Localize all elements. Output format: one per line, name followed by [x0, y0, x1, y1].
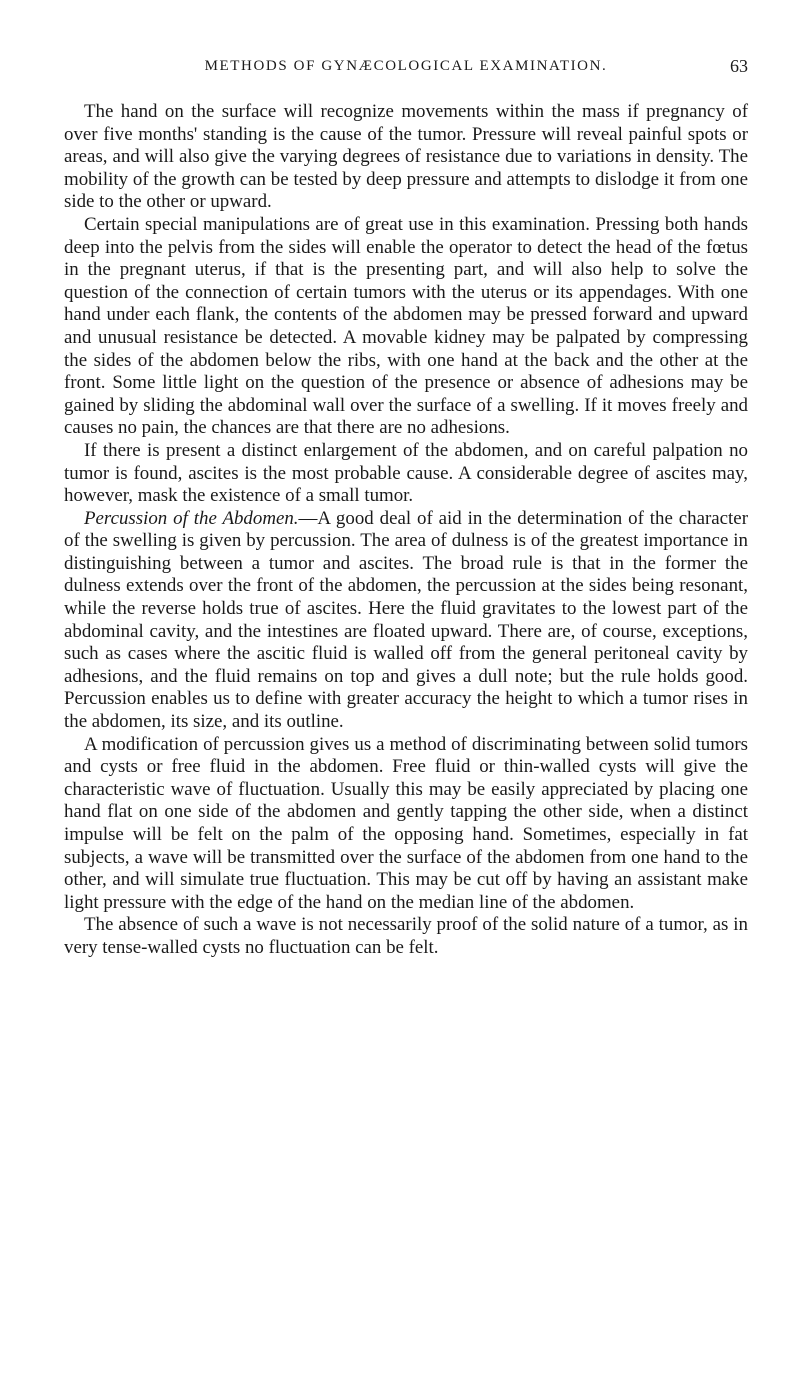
paragraph: If there is present a distinct enlargement of the abdomen, and on careful palpation no tumor is found, ascites is the most probable cause. A considerable degree of ascites may, however, mask the existence of a small tumor.: [64, 439, 748, 507]
section-heading: Percussion of the Abdomen.: [84, 507, 299, 529]
paragraph: The absence of such a wave is not necessarily proof of the solid nature of a tumor, as in very tense-walled cysts no fluctuation can be felt.: [64, 914, 748, 958]
paragraph: [64, 508, 748, 734]
paragraph: A modification of percussion gives us a method of discriminating between solid tumors and cysts or free fluid in the abdomen. Free fluid or thin-walled cysts will give the characteristic wave of fluctuation. Usually this may be easily appreciated by placing one hand flat on one side of the abdomen and gently tapping the other side, when a distinct impulse will be felt on the palm of the opposing hand. Sometimes, especially in fat subjects, a wave will be transmitted over the surface of the abdomen from one hand to the other, and will simulate true fluctuation. This may be cut off by having an assistant make light pressure with the edge of the hand on the median line of the abdomen.: [64, 733, 748, 913]
running-head: METHODS OF GYNÆCOLOGICAL EXAMINATION.: [204, 58, 608, 74]
paragraph: The hand on the surface will recognize movements within the mass if pregnancy of over five months' standing is the cause of the tumor. Pressure will reveal painful spots or areas, and will also give the varying degrees of resistance due to variations in density. The mobility of the growth can be tested by deep pressure and attempts to dislodge it from one side to the other or upward.: [64, 101, 748, 213]
page-number: 63: [730, 56, 748, 76]
paragraph-text: —A good deal of aid in the determination of the character of the swelling is given by percussion. The area of dulness is of the greatest importance in distinguishing between a tumor and ascites. The broad rule is that in the former the dulness extends over the front of the abdomen, the percussion at the sides being resonant, while the reverse holds true of ascites. Here the fluid gravitates to the lowest part of the abdominal cavity, and the intestines are floated upward. There are, of course, exceptions, such as cases where the ascitic fluid is walled off from the general peritoneal cavity by adhesions, and the fluid remains on top and gives a dull note; but the rule holds good. Percussion enables us to define with greater accuracy the height to which a tumor rises in the abdomen, its size, and its outline.: [64, 507, 748, 733]
paragraph: Certain special manipulations are of great use in this examination. Pressing both hands deep into the pelvis from the sides will enable the operator to detect the head of the fœtus in the pregnant uterus, if that is the presenting part, and will also help to solve the question of the connection of certain tumors with the uterus or its appendages. With one hand under each flank, the contents of the abdomen may be pressed forward and upward and unusual resistance be detected. A movable kidney may be palpated by compressing the sides of the abdomen below the ribs, with one hand at the back and the other at the front. Some little light on the question of the presence or absence of adhesions may be gained by sliding the abdominal wall over the surface of a swelling. If it moves freely and causes no pain, the chances are that there are no adhesions.: [64, 213, 748, 439]
page-header: [64, 58, 748, 82]
body-text: [64, 101, 748, 960]
